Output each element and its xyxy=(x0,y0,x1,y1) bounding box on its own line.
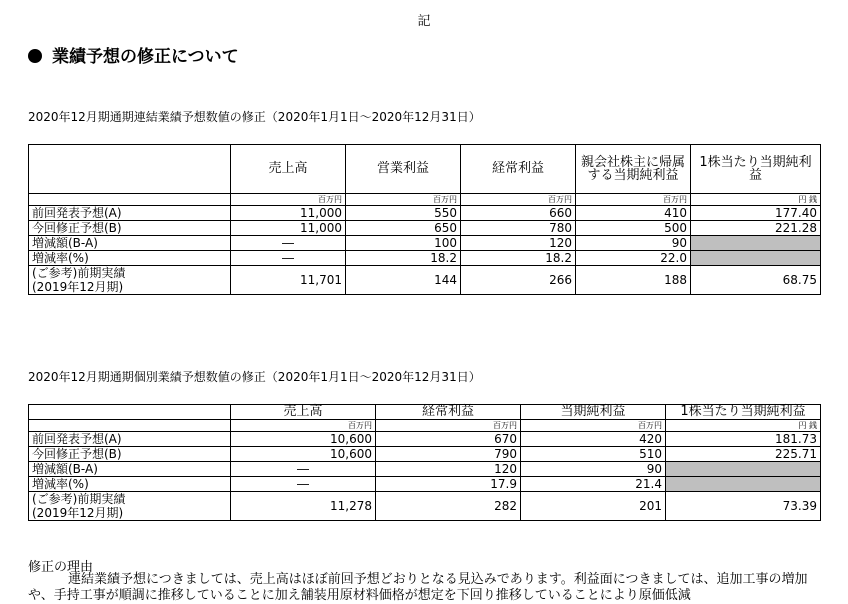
value-cell: 100 xyxy=(346,236,461,251)
non-consolidated-forecast-table xyxy=(28,404,821,521)
bullet-icon xyxy=(28,49,42,63)
row-label-line1: (ご参考)前期実績 xyxy=(32,492,126,506)
shaded-cell xyxy=(691,251,821,266)
header-blank xyxy=(29,405,231,420)
value-cell: 10,600 xyxy=(231,432,376,447)
consolidated-caption: 2020年12月期通期連結業績予想数値の修正（2020年1月1日～2020年12月31日） xyxy=(28,110,481,124)
value-cell: 18.2 xyxy=(461,251,576,266)
row-label: 増減率(%) xyxy=(29,477,231,492)
value-cell: 410 xyxy=(576,206,691,221)
value-cell: 11,278 xyxy=(231,492,376,521)
table-row-revised xyxy=(29,221,821,236)
document-heading: 記 xyxy=(417,14,431,29)
table-row-change-amount xyxy=(29,236,821,251)
unit-cell: 百万円 xyxy=(576,194,691,206)
row-label-line2: (2019年12月期) xyxy=(32,280,124,294)
value-cell: 177.40 xyxy=(691,206,821,221)
value-cell: 10,600 xyxy=(231,447,376,462)
table-row-prior-year xyxy=(29,266,821,295)
value-cell: 780 xyxy=(461,221,576,236)
row-label: 増減率(%) xyxy=(29,251,231,266)
table-row-previous xyxy=(29,432,821,447)
unit-blank xyxy=(29,194,231,206)
unit-cell: 百万円 xyxy=(346,194,461,206)
value-cell: 73.39 xyxy=(666,492,821,521)
value-cell: ― xyxy=(231,462,376,477)
unit-cell: 百万円 xyxy=(376,420,521,432)
value-cell: 90 xyxy=(521,462,666,477)
value-cell: 266 xyxy=(461,266,576,295)
reason-title: 修正の理由 xyxy=(28,560,94,575)
value-cell: 221.28 xyxy=(691,221,821,236)
reason-text: 連結業績予想につきましては、売上高はほぼ前回予想どおりとなる見込みであります。利益面につきましては、追加工事の増加や、手持工事が順調に推移していることに加え舗装用原材料価格が想定を下回り推移していることにより原価低減 xyxy=(28,572,808,603)
shaded-cell xyxy=(691,236,821,251)
value-cell: 510 xyxy=(521,447,666,462)
value-cell: 120 xyxy=(376,462,521,477)
table-row-change-amount xyxy=(29,462,821,477)
value-cell: 550 xyxy=(346,206,461,221)
unit-row xyxy=(29,420,821,432)
table-row-prior-year xyxy=(29,492,821,521)
value-cell: 11,000 xyxy=(231,221,346,236)
section-title xyxy=(28,42,239,67)
header-sales: 売上高 xyxy=(231,405,376,420)
value-cell: 181.73 xyxy=(666,432,821,447)
value-cell: 68.75 xyxy=(691,266,821,295)
value-cell: 11,701 xyxy=(231,266,346,295)
value-cell: ― xyxy=(231,477,376,492)
unit-cell: 百万円 xyxy=(231,420,376,432)
header-net-income: 当期純利益 xyxy=(521,405,666,420)
shaded-cell xyxy=(666,462,821,477)
table-row-revised xyxy=(29,447,821,462)
table-header-row xyxy=(29,405,821,420)
row-label-line2: (2019年12月期) xyxy=(32,506,124,520)
value-cell: 790 xyxy=(376,447,521,462)
row-label xyxy=(29,492,231,521)
table-header-row xyxy=(29,145,821,194)
header-sales: 売上高 xyxy=(231,145,346,194)
value-cell: 188 xyxy=(576,266,691,295)
header-eps: 1株当たり当期純利益 xyxy=(691,145,821,194)
value-cell: 17.9 xyxy=(376,477,521,492)
unit-blank xyxy=(29,420,231,432)
unit-cell: 百万円 xyxy=(231,194,346,206)
unit-row xyxy=(29,194,821,206)
row-label: 前回発表予想(A) xyxy=(29,206,231,221)
unit-cell: 百万円 xyxy=(461,194,576,206)
unit-cell: 百万円 xyxy=(521,420,666,432)
value-cell: 22.0 xyxy=(576,251,691,266)
header-eps: 1株当たり当期純利益 xyxy=(666,405,821,420)
header-ordinary-profit: 経常利益 xyxy=(461,145,576,194)
table-row-previous xyxy=(29,206,821,221)
row-label xyxy=(29,266,231,295)
value-cell: 120 xyxy=(461,236,576,251)
value-cell: 650 xyxy=(346,221,461,236)
header-operating-profit: 営業利益 xyxy=(346,145,461,194)
value-cell: 420 xyxy=(521,432,666,447)
row-label: 今回修正予想(B) xyxy=(29,447,231,462)
value-cell: 201 xyxy=(521,492,666,521)
value-cell: 282 xyxy=(376,492,521,521)
value-cell: 660 xyxy=(461,206,576,221)
row-label-line1: (ご参考)前期実績 xyxy=(32,266,126,280)
value-cell: 90 xyxy=(576,236,691,251)
row-label: 増減額(B-A) xyxy=(29,236,231,251)
non-consolidated-caption: 2020年12月期通期個別業績予想数値の修正（2020年1月1日～2020年12月31日） xyxy=(28,370,481,384)
section-title-text: 業績予想の修正について xyxy=(52,47,239,67)
value-cell: 225.71 xyxy=(666,447,821,462)
unit-cell: 円 銭 xyxy=(691,194,821,206)
value-cell: 670 xyxy=(376,432,521,447)
value-cell: ― xyxy=(231,236,346,251)
row-label: 前回発表予想(A) xyxy=(29,432,231,447)
unit-cell: 円 銭 xyxy=(666,420,821,432)
shaded-cell xyxy=(666,477,821,492)
row-label: 今回修正予想(B) xyxy=(29,221,231,236)
value-cell: 18.2 xyxy=(346,251,461,266)
header-net-income-parent: 親会社株主に帰属する当期純利益 xyxy=(576,145,691,194)
row-label: 増減額(B-A) xyxy=(29,462,231,477)
header-ordinary-profit: 経常利益 xyxy=(376,405,521,420)
value-cell: ― xyxy=(231,251,346,266)
value-cell: 500 xyxy=(576,221,691,236)
value-cell: 144 xyxy=(346,266,461,295)
value-cell: 21.4 xyxy=(521,477,666,492)
header-blank xyxy=(29,145,231,194)
value-cell: 11,000 xyxy=(231,206,346,221)
consolidated-forecast-table xyxy=(28,144,821,295)
table-row-change-rate xyxy=(29,477,821,492)
table-row-change-rate xyxy=(29,251,821,266)
